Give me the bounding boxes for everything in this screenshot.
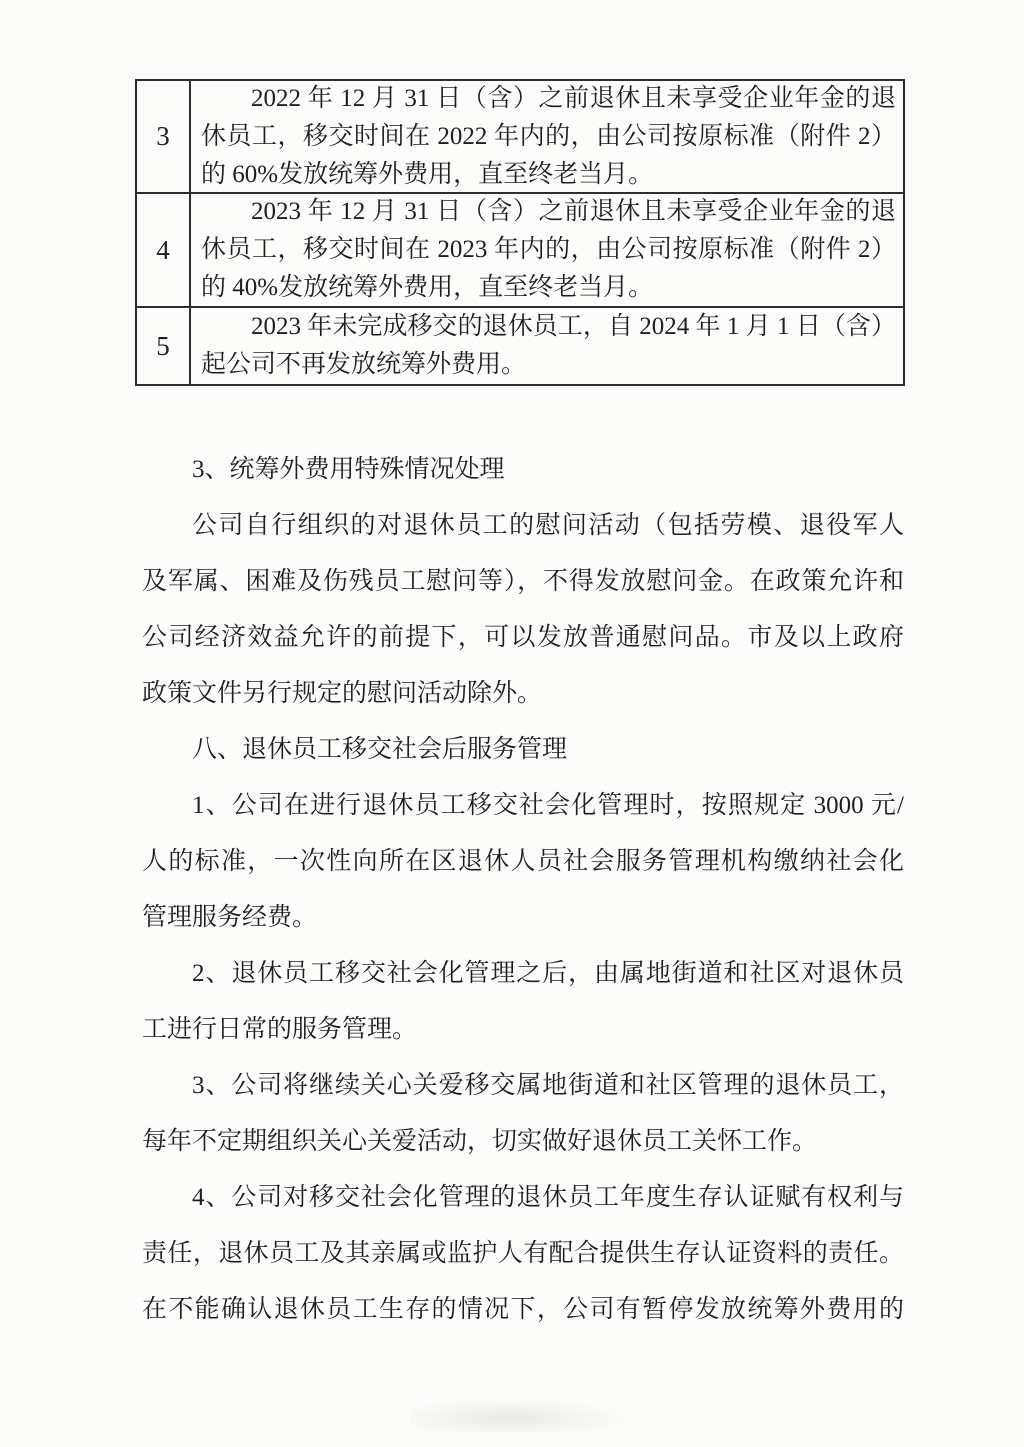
table-cell-line: 休员工，移交时间在 2023 年内的，由公司按原标准（附件 2） xyxy=(201,236,896,263)
document-body xyxy=(142,442,904,1338)
paragraph-line: 工进行日常的服务管理。 xyxy=(142,1016,418,1043)
paragraph-line: 3、公司将继续关心关爱移交属地街道和社区管理的退休员工， xyxy=(192,1072,904,1099)
paragraph-heading: 3、统筹外费用特殊情况处理 xyxy=(192,456,505,483)
paragraph-line: 管理服务经费。 xyxy=(142,904,318,931)
table-cell-line: 休员工，移交时间在 2022 年内的，由公司按原标准（附件 2） xyxy=(201,122,896,150)
table-cell-content xyxy=(191,308,903,384)
table-cell-line: 2023 年 12 月 31 日（含）之前退休且未享受企业年金的退 xyxy=(251,198,896,225)
paragraph-line: 每年不定期组织关心关爱活动，切实做好退休员工关怀工作。 xyxy=(142,1128,818,1155)
table-cell-row-number: 5 xyxy=(137,308,191,384)
table-cell-row-number: 4 xyxy=(137,194,191,306)
paragraph-line: 4、公司对移交社会化管理的退休员工年度生存认证赋有权利与 xyxy=(192,1184,904,1211)
paragraph-line: 责任，退休员工及其亲属或监护人有配合提供生存认证资料的责任。 xyxy=(142,1240,904,1267)
paragraph-line: 政策文件另行规定的慰问活动除外。 xyxy=(142,680,543,707)
policy-table xyxy=(135,79,905,386)
section-heading: 八、退休员工移交社会后服务管理 xyxy=(192,736,568,763)
table-cell-line: 2022 年 12 月 31 日（含）之前退休且未享受企业年金的退 xyxy=(251,84,896,112)
table-cell-line: 起公司不再发放统筹外费用。 xyxy=(201,351,527,378)
table-cell-line: 的 60%发放统筹外费用，直至终老当月。 xyxy=(201,160,654,188)
scan-artifact xyxy=(410,1398,630,1432)
table-cell-content xyxy=(191,81,903,192)
paragraph-line: 1、公司在进行退休员工移交社会化管理时，按照规定 3000 元/ xyxy=(192,792,904,819)
paragraph-line: 公司经济效益允许的前提下，可以发放普通慰问品。市及以上政府 xyxy=(142,624,904,651)
paragraph-line: 2、退休员工移交社会化管理之后，由属地街道和社区对退休员 xyxy=(192,960,904,987)
paragraph-line: 在不能确认退休员工生存的情况下，公司有暂停发放统筹外费用的 xyxy=(142,1296,904,1323)
table-cell-content xyxy=(191,194,903,306)
table-row xyxy=(137,308,903,384)
table-row xyxy=(137,194,903,308)
table-cell-row-number: 3 xyxy=(137,81,191,192)
table-cell-line: 2023 年未完成移交的退休员工，自 2024 年 1 月 1 日（含） xyxy=(251,313,896,340)
table-row xyxy=(137,81,903,194)
table-cell-line: 的 40%发放统筹外费用，直至终老当月。 xyxy=(201,274,654,301)
paragraph-line: 人的标准，一次性向所在区退休人员社会服务管理机构缴纳社会化 xyxy=(142,848,904,875)
paragraph-line: 及军属、困难及伤残员工慰问等），不得发放慰问金。在政策允许和 xyxy=(142,568,904,595)
paragraph-line: 公司自行组织的对退休员工的慰问活动（包括劳模、退役军人 xyxy=(192,512,904,539)
